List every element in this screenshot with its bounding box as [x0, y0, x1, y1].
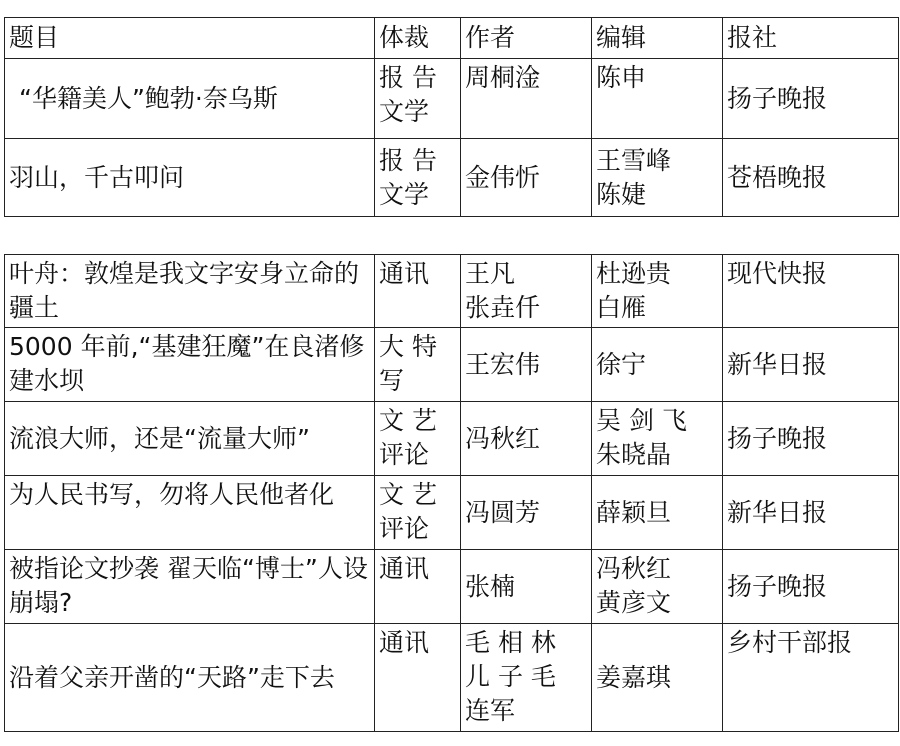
cell-editor: 冯秋红 黄彦文 — [596, 554, 672, 617]
cell-newspaper: 新华日报 — [727, 497, 828, 527]
cell-editor: 姜嘉琪 — [596, 662, 672, 692]
cell-author: 冯秋红 — [465, 423, 541, 453]
cell-editor: 薛颖旦 — [596, 497, 672, 527]
cell-title: 叶舟：敦煌是我文字安身立命的疆土 — [9, 259, 360, 322]
cell-genre: 报 告 文学 — [379, 145, 437, 209]
cell-newspaper: 扬子晚报 — [727, 571, 828, 601]
cell-title: “华籍美人”鲍勃·奈乌斯 — [19, 83, 278, 113]
table-row — [5, 139, 899, 217]
cell-author: 冯圆芳 — [465, 497, 541, 527]
cell-newspaper: 扬子晚报 — [727, 83, 828, 113]
cell-newspaper: 现代快报 — [727, 259, 828, 288]
cell-editor: 徐宁 — [596, 349, 647, 379]
cell-author: 王凡 张垚仟 — [465, 259, 541, 322]
cell-author: 毛 相 林 儿 子 毛 连军 — [465, 628, 556, 725]
table-header-row — [5, 18, 899, 59]
award-table-1 — [4, 17, 899, 217]
cell-genre: 通讯 — [379, 554, 430, 583]
header-genre: 体裁 — [375, 18, 461, 59]
table-row — [5, 59, 899, 139]
cell-title: 为人民书写，勿将人民他者化 — [9, 480, 335, 509]
header-editor: 编辑 — [592, 18, 723, 59]
header-author: 作者 — [461, 18, 592, 59]
cell-author: 金伟忻 — [465, 162, 541, 192]
award-table-2 — [4, 254, 899, 732]
cell-newspaper: 苍梧晚报 — [727, 162, 828, 192]
table-row — [5, 550, 899, 624]
header-title: 题目 — [5, 18, 375, 59]
cell-title: 流浪大师，还是“流量大师” — [9, 423, 310, 453]
cell-author: 王宏伟 — [465, 349, 541, 379]
cell-editor: 王雪峰 陈婕 — [596, 145, 672, 209]
cell-genre: 文 艺 评论 — [379, 480, 437, 543]
cell-title: 5000 年前,“基建狂魔”在良渚修建水坝 — [9, 332, 365, 395]
cell-editor: 杜逊贵 白雁 — [596, 259, 672, 322]
header-newspaper: 报社 — [723, 18, 899, 59]
cell-author: 周桐淦 — [465, 63, 541, 92]
cell-newspaper: 扬子晚报 — [727, 423, 828, 453]
table-row — [5, 624, 899, 732]
table-row — [5, 476, 899, 550]
cell-editor: 吴 剑 飞 朱晓晶 — [596, 406, 687, 469]
cell-genre: 通讯 — [379, 628, 430, 657]
cell-title: 羽山，千古叩问 — [9, 162, 185, 192]
table-row — [5, 255, 899, 328]
cell-newspaper: 新华日报 — [727, 349, 828, 379]
cell-title: 沿着父亲开凿的“天路”走下去 — [9, 662, 335, 692]
cell-genre: 报 告 文学 — [379, 63, 437, 126]
cell-editor: 陈申 — [596, 63, 647, 92]
cell-newspaper: 乡村干部报 — [727, 628, 853, 657]
cell-genre: 通讯 — [379, 259, 430, 288]
cell-genre: 大 特 写 — [379, 332, 437, 395]
cell-genre: 文 艺 评论 — [379, 406, 437, 469]
cell-title: 被指论文抄袭 翟天临“博士”人设崩塌? — [9, 554, 368, 617]
table-row — [5, 402, 899, 476]
table-row — [5, 328, 899, 402]
cell-author: 张楠 — [465, 571, 516, 601]
